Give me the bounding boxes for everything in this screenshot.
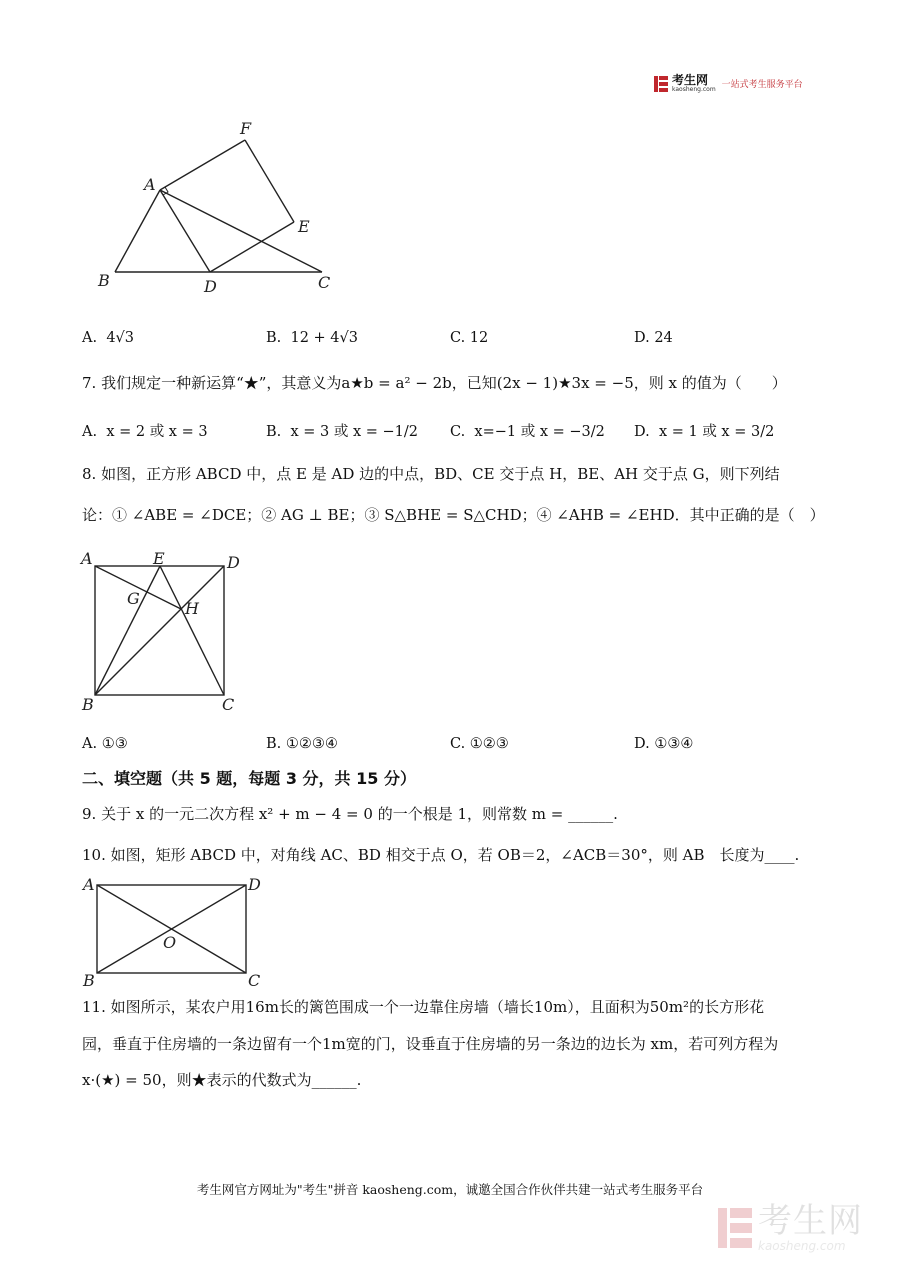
watermark-name: 考生网: [758, 1201, 863, 1241]
q7-option-c-letter: C.: [450, 424, 466, 440]
q8-option-d-text: ①③④: [654, 736, 694, 752]
q6-label-a: A: [144, 175, 156, 194]
q8-option-a-text: ①③: [101, 736, 128, 752]
q8-segment-be: [95, 566, 160, 695]
figure-q8: [78, 548, 248, 718]
q8-segment-bd: [95, 566, 224, 695]
q8-label-a: A: [81, 549, 93, 568]
q8-option-b-letter: B.: [266, 736, 282, 752]
q7-option-a: [82, 422, 208, 442]
q6-option-d-letter: D.: [634, 330, 650, 346]
q8-label-h: H: [185, 599, 199, 618]
q7-option-b-letter: B.: [266, 424, 282, 440]
q7-option-b: [266, 422, 418, 442]
q6-label-f: F: [240, 119, 252, 138]
q8-option-b: [266, 734, 338, 754]
q8-option-c-letter: C.: [450, 736, 466, 752]
q6-label-d: D: [204, 277, 217, 296]
q10-label-b: B: [83, 971, 95, 990]
watermark-logo-icon: [718, 1208, 752, 1248]
q8-stem-line2: 论：① ∠ABE = ∠DCE；② AG ⊥ BE；③ S△BHE = S△CHD；④ ∠AHB = ∠EHD．其中正确的是（ ）: [82, 506, 825, 524]
q7-stem: 7. 我们规定一种新运算“★”，其意义为a★b = a² − 2b，已知(2x − 1)★3x = −5，则 x 的值为（ ）: [82, 374, 787, 392]
footer-text: 考生网官方网址为"考生"拼音 kaosheng.com，诚邀全国合作伙伴共建一站式考生服务平台: [196, 1182, 704, 1197]
q6-option-a-letter: A.: [82, 330, 98, 346]
q7-option-a-letter: A.: [82, 424, 98, 440]
q8-option-d-letter: D.: [634, 736, 650, 752]
q6-label-e: E: [298, 217, 310, 236]
header-slogan: 一站式考生服务平台: [721, 80, 803, 90]
q8-option-c-text: ①②③: [469, 736, 509, 752]
q6-option-a: [82, 328, 134, 348]
q8-option-a-letter: A.: [82, 736, 98, 752]
q8-label-b: B: [82, 695, 94, 714]
q7-option-d-letter: D.: [634, 424, 650, 440]
q11-line2: 园，垂直于住房墙的一条边留有一个1m宽的门，设垂直于住房墙的另一条边的边长为 xm，若可列方程为: [82, 1035, 779, 1053]
figure-q10: [80, 872, 270, 990]
q6-segment-af: [160, 140, 245, 190]
q6-option-c: [450, 328, 488, 348]
q10-text: 10. 如图，矩形 ABCD 中，对角线 AC、BD 相交于点 O，若 OB＝2，∠ACB＝30°，则 AB 长度为____.: [82, 846, 800, 864]
q8-label-c: C: [222, 695, 235, 714]
q8-label-d: D: [227, 553, 240, 572]
q10-label-c: C: [248, 971, 261, 990]
logo-url: kaosheng.com: [672, 86, 716, 93]
q8-stem-line1: 8. 如图，正方形 ABCD 中，点 E 是 AD 边的中点，BD、CE 交于点 H，BE、AH 交于点 G，则下列结: [82, 465, 780, 483]
q6-segment-ab: [115, 190, 160, 272]
q8-label-g: G: [127, 589, 140, 608]
q6-label-c: C: [318, 273, 331, 292]
q8-segment-ce: [160, 566, 224, 695]
q10-label-a: A: [83, 875, 95, 894]
q8-option-a: [82, 734, 128, 754]
q7-option-d: [634, 422, 774, 442]
logo-icon: [654, 76, 668, 92]
figure-q6: [80, 110, 360, 310]
q6-option-b-text: 12 + 4√3: [290, 330, 358, 346]
q6-option-a-text: 4√3: [106, 330, 135, 346]
q8-label-e: E: [153, 549, 165, 568]
q10-label-d: D: [248, 875, 261, 894]
q6-option-b-letter: B.: [266, 330, 282, 346]
header-logo: [654, 74, 803, 93]
q7-option-c-text: x=−1 或 x = −3/2: [474, 424, 605, 440]
q6-label-b: B: [98, 271, 110, 290]
watermark-url: kaosheng.com: [758, 1239, 846, 1253]
q7-option-c: [450, 422, 605, 442]
q8-option-b-text: ①②③④: [285, 736, 338, 752]
q11-line3: x·(★) = 50，则★表示的代数式为______.: [82, 1071, 362, 1089]
q6-option-d-text: 24: [654, 330, 673, 346]
q6-segment-ed: [210, 222, 294, 272]
q8-option-d: [634, 734, 693, 754]
q6-segment-fe: [245, 140, 294, 222]
q7-option-b-text: x = 3 或 x = −1/2: [290, 424, 419, 440]
q11-line1: 11. 如图所示，某农户用16m长的篱笆围成一个一边靠住房墙（墙长10m），且面积为50m²的长方形花: [82, 998, 765, 1016]
q10-label-o: O: [163, 933, 177, 952]
q8-option-c: [450, 734, 509, 754]
section-title: 二、填空题（共 5 题，每题 3 分，共 15 分）: [82, 769, 416, 788]
logo-name: 考生网: [672, 73, 709, 87]
q7-option-a-text: x = 2 或 x = 3: [106, 424, 208, 440]
q9-text: 9. 关于 x 的一元二次方程 x² + m − 4 = 0 的一个根是 1，则常数 m = ______.: [82, 805, 618, 823]
q7-option-d-text: x = 1 或 x = 3/2: [658, 424, 775, 440]
q6-option-c-text: 12: [469, 330, 489, 346]
q6-option-c-letter: C.: [450, 330, 466, 346]
q6-option-d: [634, 328, 673, 348]
q6-option-b: [266, 328, 358, 348]
watermark: [718, 1203, 863, 1253]
